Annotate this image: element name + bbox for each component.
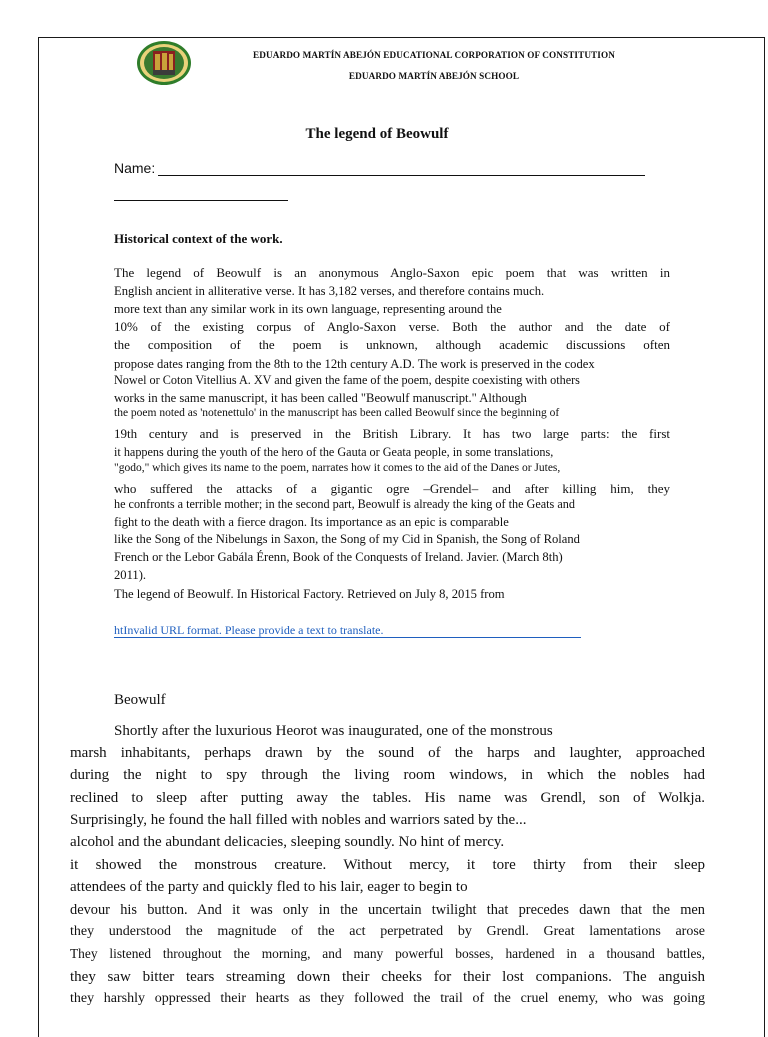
- story-line: They listened throughout the morning, and many powerful bosses, hardened in a thousand battles,: [70, 946, 705, 961]
- story-line: attendees of the party and quickly fled to his lair, eager to begin to: [70, 879, 468, 895]
- story-line: devour his button. And it was only in the uncertain twilight that precedes dawn that the men: [70, 902, 705, 918]
- context-line: more text than any similar work in its own language, representing around the: [114, 302, 502, 316]
- context-line: French or the Lebor Gabála Érenn, Book of the Conquests of Ireland. Javier. (March 8th): [114, 550, 563, 564]
- school-name: EDUARDO MARTÍN ABEJÓN SCHOOL: [348, 71, 520, 81]
- story-line: Surprisingly, he found the hall filled with nobles and warriors sated by the...: [70, 812, 527, 828]
- context-line: fight to the death with a fierce dragon. Its importance as an epic is comparable: [114, 515, 509, 529]
- story-line: during the night to spy through the living room windows, in which the nobles had: [70, 767, 705, 783]
- story-line: it showed the monstrous creature. Without mercy, it tore thirty from their sleep: [70, 857, 705, 873]
- context-line: the poem noted as 'notenettulo' in the manuscript has been called Beowulf since the beginning of: [114, 407, 560, 419]
- context-line: propose dates ranging from the 8th to the 12th century A.D. The work is preserved in the codex: [114, 357, 595, 371]
- context-line: 10% of the existing corpus of Anglo-Saxon verse. Both the author and the date of: [114, 319, 670, 334]
- context-line: it happens during the youth of the hero of the Gauta or Geata people, in some translations,: [114, 445, 554, 459]
- institution-name: EDUARDO MARTÍN ABEJÓN EDUCATIONAL CORPORATION OF CONSTITUTION: [253, 50, 615, 60]
- source-link[interactable]: htInvalid URL format. Please provide a text to translate.: [114, 623, 581, 638]
- context-line: who suffered the attacks of a gigantic ogre –Grendel– and after killing him, they: [114, 481, 670, 496]
- name-blank-line[interactable]: [158, 175, 645, 176]
- context-line: Nowel or Coton Vitellius A. XV and given the fame of the poem, despite coexisting with others: [114, 373, 580, 387]
- section-heading: Historical context of the work.: [114, 231, 283, 246]
- story-line: alcohol and the abundant delicacies, sleeping soundly. No hint of mercy.: [70, 834, 505, 850]
- document-title: The legend of Beowulf: [305, 126, 449, 142]
- context-line: "godo," which gives its name to the poem, narrates how it comes to the aid of the Danes or Jutes,: [114, 462, 561, 474]
- context-line: he confronts a terrible mother; in the second part, Beowulf is already the king of the Geats and: [114, 497, 575, 511]
- context-line: like the Song of the Nibelungs in Saxon, the Song of my Cid in Spanish, the Song of Roland: [114, 532, 580, 546]
- context-line: The legend of Beowulf. In Historical Factory. Retrieved on July 8, 2015 from: [114, 587, 505, 601]
- name-label: Name:: [114, 160, 156, 176]
- story-line: they understood the magnitude of the act perpetrated by Grendl. Great lamentations arose: [70, 924, 705, 939]
- story-line: they harshly oppressed their hearts as they followed the trail of the cruel enemy, who was going: [70, 991, 705, 1006]
- story-line: marsh inhabitants, perhaps drawn by the sound of the harps and laughter, approached: [70, 745, 705, 761]
- beowulf-heading: Beowulf: [114, 692, 166, 708]
- context-line: the composition of the poem is unknown, although academic discussions often: [114, 337, 670, 352]
- story-line: they saw bitter tears streaming down their cheeks for their lost companions. The anguish: [70, 969, 705, 985]
- context-line: works in the same manuscript, it has been called "Beowulf manuscript." Although: [114, 391, 527, 405]
- context-line: 2011).: [114, 568, 147, 582]
- story-line: reclined to sleep after putting away the tables. His name was Grendl, son of Wolkja.: [70, 790, 705, 806]
- story-line: Shortly after the luxurious Heorot was inaugurated, one of the monstrous: [114, 723, 553, 739]
- context-line: 19th century and is preserved in the British Library. It has two large parts: the first: [114, 426, 670, 441]
- context-line: The legend of Beowulf is an anonymous Anglo-Saxon epic poem that was written in: [114, 265, 670, 280]
- name-blank-line-continued[interactable]: [114, 200, 288, 201]
- context-line: English ancient in alliterative verse. It has 3,182 verses, and therefore contains much.: [114, 284, 545, 298]
